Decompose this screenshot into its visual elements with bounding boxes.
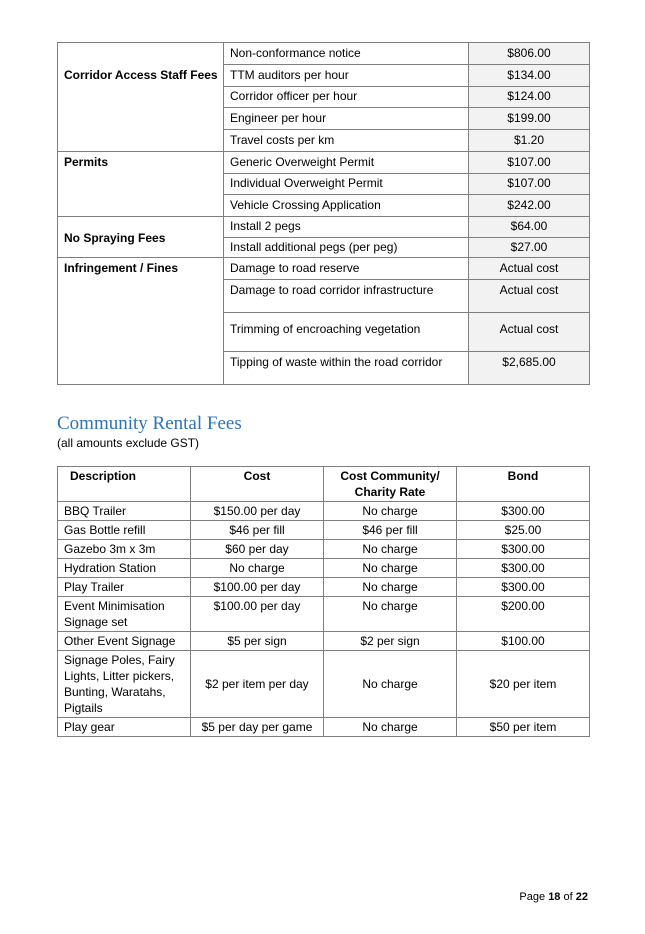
table-row [58,578,590,597]
fee-amount: $806.00 [469,43,590,65]
rental-community-rate: No charge [324,540,457,559]
rental-description: Other Event Signage [58,632,191,651]
rental-cost: $100.00 per day [191,578,324,597]
rental-bond: $300.00 [457,540,590,559]
category-cell [58,108,224,130]
rental-cost: $150.00 per day [191,502,324,521]
fee-item: TTM auditors per hour [224,65,469,87]
fee-item: Damage to road reserve [224,258,469,280]
fee-item: Install additional pegs (per peg) [224,237,469,258]
section-subtitle: (all amounts exclude GST) [57,436,200,450]
rental-community-rate: $2 per sign [324,632,457,651]
fee-item: Corridor officer per hour [224,86,469,108]
table-row [58,86,590,108]
fee-amount: $107.00 [469,151,590,173]
table-row [58,521,590,540]
table-row [58,65,590,87]
rental-description: Gazebo 3m x 3m [58,540,191,559]
rental-description: Hydration Station [58,559,191,578]
rental-cost: $60 per day [191,540,324,559]
table-row [58,313,590,352]
rental-cost: $46 per fill [191,521,324,540]
rental-description: BBQ Trailer [58,502,191,521]
fee-amount: $27.00 [469,237,590,258]
page-footer [519,891,588,903]
rental-community-rate: No charge [324,651,457,718]
rental-community-rate: $46 per fill [324,521,457,540]
fee-amount: $64.00 [469,217,590,238]
fee-item: Engineer per hour [224,108,469,130]
table-row [58,718,590,737]
fee-item: Damage to road corridor infrastructure [224,280,469,313]
page-label: Page [519,891,546,903]
column-header-cost: Cost [191,467,324,502]
fee-item: Non-conformance notice [224,43,469,65]
fee-amount: $107.00 [469,173,590,195]
rental-description: Gas Bottle refill [58,521,191,540]
table-row [58,352,590,385]
fee-item: Trimming of encroaching vegetation [224,313,469,352]
fee-item: Travel costs per km [224,129,469,151]
fee-amount: $199.00 [469,108,590,130]
page-number: 18 [548,891,561,903]
rental-bond: $20 per item [457,651,590,718]
rental-description: Play gear [58,718,191,737]
table-row [58,651,590,718]
column-header-community: Cost Community/ Charity Rate [324,467,457,502]
fee-amount: Actual cost [469,258,590,280]
fee-amount: $124.00 [469,86,590,108]
table-row [58,280,590,313]
rental-table [57,466,590,737]
table-row [58,597,590,632]
table-row [58,559,590,578]
category-cell: Infringement / Fines [58,258,224,280]
rental-community-rate: No charge [324,597,457,632]
category-cell [58,195,224,217]
page-of-label: of [563,891,573,903]
fee-amount: $242.00 [469,195,590,217]
rental-cost: $2 per item per day [191,651,324,718]
category-cell [58,173,224,195]
table-row [58,540,590,559]
column-header-description: Description [58,467,191,502]
fees-table [57,42,590,385]
fee-amount: $2,685.00 [469,352,590,385]
category-cell [58,313,224,352]
rental-bond: $25.00 [457,521,590,540]
rental-cost: $100.00 per day [191,597,324,632]
category-cell [58,352,224,385]
table-row [58,195,590,217]
rental-community-rate: No charge [324,559,457,578]
fee-item: Tipping of waste within the road corridor [224,352,469,385]
rental-description: Event Minimisation Signage set [58,597,191,632]
category-cell: No Spraying Fees [58,217,224,258]
category-cell [58,129,224,151]
fee-amount: $1.20 [469,129,590,151]
rental-bond: $300.00 [457,578,590,597]
table-header-row [58,467,590,502]
rental-description: Signage Poles, Fairy Lights, Litter pickers, Bunting, Waratahs, Pigtails [58,651,191,718]
fee-item: Vehicle Crossing Application [224,195,469,217]
category-cell: Corridor Access Staff Fees [58,65,224,87]
fee-amount: $134.00 [469,65,590,87]
rental-cost: No charge [191,559,324,578]
rental-bond: $300.00 [457,559,590,578]
table-row [58,129,590,151]
fee-item: Install 2 pegs [224,217,469,238]
table-row [58,173,590,195]
table-row [58,258,590,280]
table-row [58,108,590,130]
rental-community-rate: No charge [324,718,457,737]
category-cell: Permits [58,151,224,173]
table-row [58,43,590,65]
section-title: Community Rental Fees [57,413,242,434]
fee-item: Generic Overweight Permit [224,151,469,173]
rental-bond: $100.00 [457,632,590,651]
table-row [58,151,590,173]
table-row [58,632,590,651]
rental-description: Play Trailer [58,578,191,597]
rental-cost: $5 per sign [191,632,324,651]
page-total: 22 [575,891,588,903]
category-cell [58,280,224,313]
table-row [58,217,590,238]
column-header-bond: Bond [457,467,590,502]
rental-bond: $200.00 [457,597,590,632]
fee-amount: Actual cost [469,280,590,313]
rental-bond: $50 per item [457,718,590,737]
category-cell [58,43,224,65]
rental-community-rate: No charge [324,502,457,521]
fee-item: Individual Overweight Permit [224,173,469,195]
category-cell [58,86,224,108]
table-row [58,502,590,521]
rental-bond: $300.00 [457,502,590,521]
fee-amount: Actual cost [469,313,590,352]
rental-cost: $5 per day per game [191,718,324,737]
rental-community-rate: No charge [324,578,457,597]
